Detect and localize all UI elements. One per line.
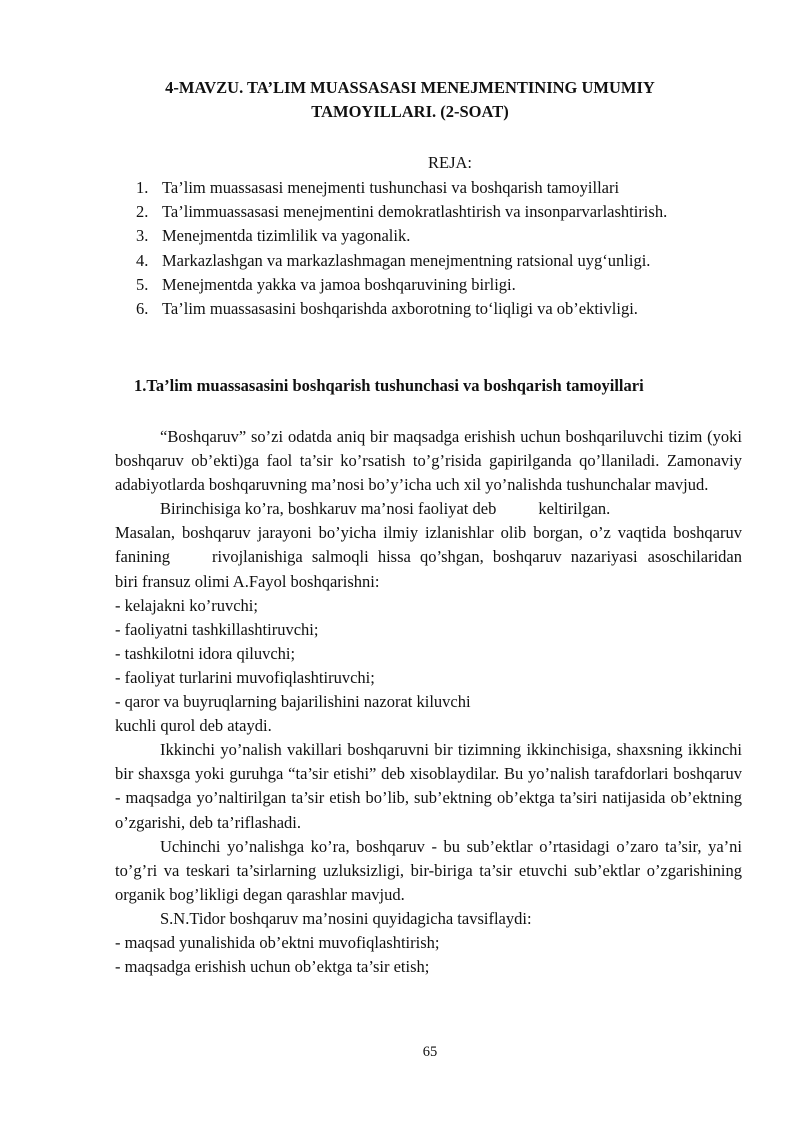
plan-heading: REJA: — [427, 153, 472, 172]
paragraph — [115, 497, 742, 521]
plan-item-number: 6. — [136, 299, 149, 319]
paragraph-text: rivojlanishiga salmoqli hissa qo’shgan, boshqaruv nazariyasi — [212, 547, 638, 567]
plan-item — [136, 200, 667, 224]
list-item: - faoliyat turlarini muvofiqlashtiruvchi; — [115, 667, 375, 687]
list-item: - qaror va buyruqlarning bajarilishini nazorat kiluvchi — [115, 692, 471, 712]
list-item: - kelajakni ko’ruvchi; — [115, 595, 258, 615]
paragraph — [115, 521, 742, 593]
list-item: - maqsad yunalishida ob’ektni muvofiqlashtirish; — [115, 932, 440, 952]
plan-item-text: Ta’limmuassasasi menejmentini demokratlashtirish va insonparvarlashtirish. — [162, 202, 668, 222]
plan-item-text: Menejmentda yakka va jamoa boshqaruvining birligi. — [162, 274, 516, 294]
page-title: 4-MAVZU. TA’LIM MUASSASASI MENEJMENTINING UMUMIY TAMOYILLARI. (2-SOAT) — [165, 78, 655, 121]
paragraph-text: keltirilgan. — [538, 499, 611, 519]
plan-item-text: Menejmentda tizimlilik va yagonalik. — [162, 226, 411, 246]
plan-item-number: 5. — [136, 274, 149, 294]
plan-item-text: Markazlashgan va markazlashmagan menejmentning ratsional uyg‘unligi. — [162, 250, 651, 270]
body-text — [115, 425, 742, 979]
plan-list — [136, 176, 667, 321]
plan-item-number: 1. — [136, 178, 149, 197]
paragraph: “Boshqaruv” so’zi odatda aniq bir maqsadga erishish uchun boshqariluvchi tizim (yoki boshqaruv ob’ekti)ga faol ta’sir ko’rsatish to’g’risida gapirilganda qo’llaniladi. Zamonaviy adabiyotlarda boshqaruvning ma’nosi bo’y’icha uch xil yo’nalishda tushunchalar mavjud. — [115, 427, 742, 495]
plan-item-number: 4. — [136, 250, 149, 270]
plan-item-text: Ta’lim muassasasi menejmenti tushunchasi va boshqarish tamoyillari — [162, 178, 620, 197]
paragraph-text: asoschilaridan biri fransuz olimi A.Fayol boshqarishni: — [115, 547, 742, 591]
paragraph: Uchinchi yo’nalishga ko’ra, boshqaruv - bu sub’ektlar o’rtasidagi o’zaro ta’sir, ya’ni to’g’ri va teskari ta’sirlarning uzluksizligi, bir-biriga ta’sir etuvchi sub’ektlar o’zgarishining organik bog’likligi degan qarashlar mavjud. — [115, 836, 742, 904]
plan-item — [136, 224, 667, 248]
plan-item-text: Ta’lim muassasasini boshqarishda axborotning to‘liqligi va ob’ektivligi. — [162, 299, 638, 319]
plan-item-number: 2. — [136, 202, 149, 222]
paragraph-text: Birinchisiga ko’ra, boshkaruv ma’nosi faoliyat deb — [160, 499, 497, 519]
plan-item — [136, 176, 667, 200]
list-item: - maqsadga erishish uchun ob’ektga ta’sir etish; — [115, 957, 430, 977]
list-item: - tashkilotni idora qiluvchi; — [115, 643, 296, 663]
list-item: - faoliyatni tashkillashtiruvchi; — [115, 619, 319, 639]
plan-item-number: 3. — [136, 226, 149, 246]
paragraph: S.N.Tidor boshqaruv ma’nosini quyidagicha tavsiflaydi: — [160, 908, 532, 928]
plan-item — [136, 297, 667, 321]
paragraph: Ikkinchi yo’nalish vakillari boshqaruvni bir tizimning ikkinchisiga, shaxsning ikkinchi bir shaxsga yoki guruhga “ta’sir etishi” deb xisoblaydilar. Bu yo’nalish tarafdorlari boshqaruv - maqsadga yo’naltirilgan ta’sir etish bo’lib, sub’ektning ob’ektga ta’siri natijasida ob’ektning o’zgarishi, deb ta’riflashadi. — [115, 740, 742, 832]
plan-item — [136, 273, 667, 297]
plan-item — [136, 249, 667, 273]
paragraph: kuchli qurol deb ataydi. — [115, 716, 272, 736]
section-heading: 1.Ta’lim muassasasini boshqarish tushunchasi va boshqarish tamoyillari — [134, 376, 644, 395]
paragraph-text: Masalan, boshqaruv jarayoni bo’yicha ilmiy izlanishlar olib borgan, o’z vaqtida boshqaruv fanining — [115, 523, 742, 567]
page-number: 65 — [422, 1044, 438, 1060]
